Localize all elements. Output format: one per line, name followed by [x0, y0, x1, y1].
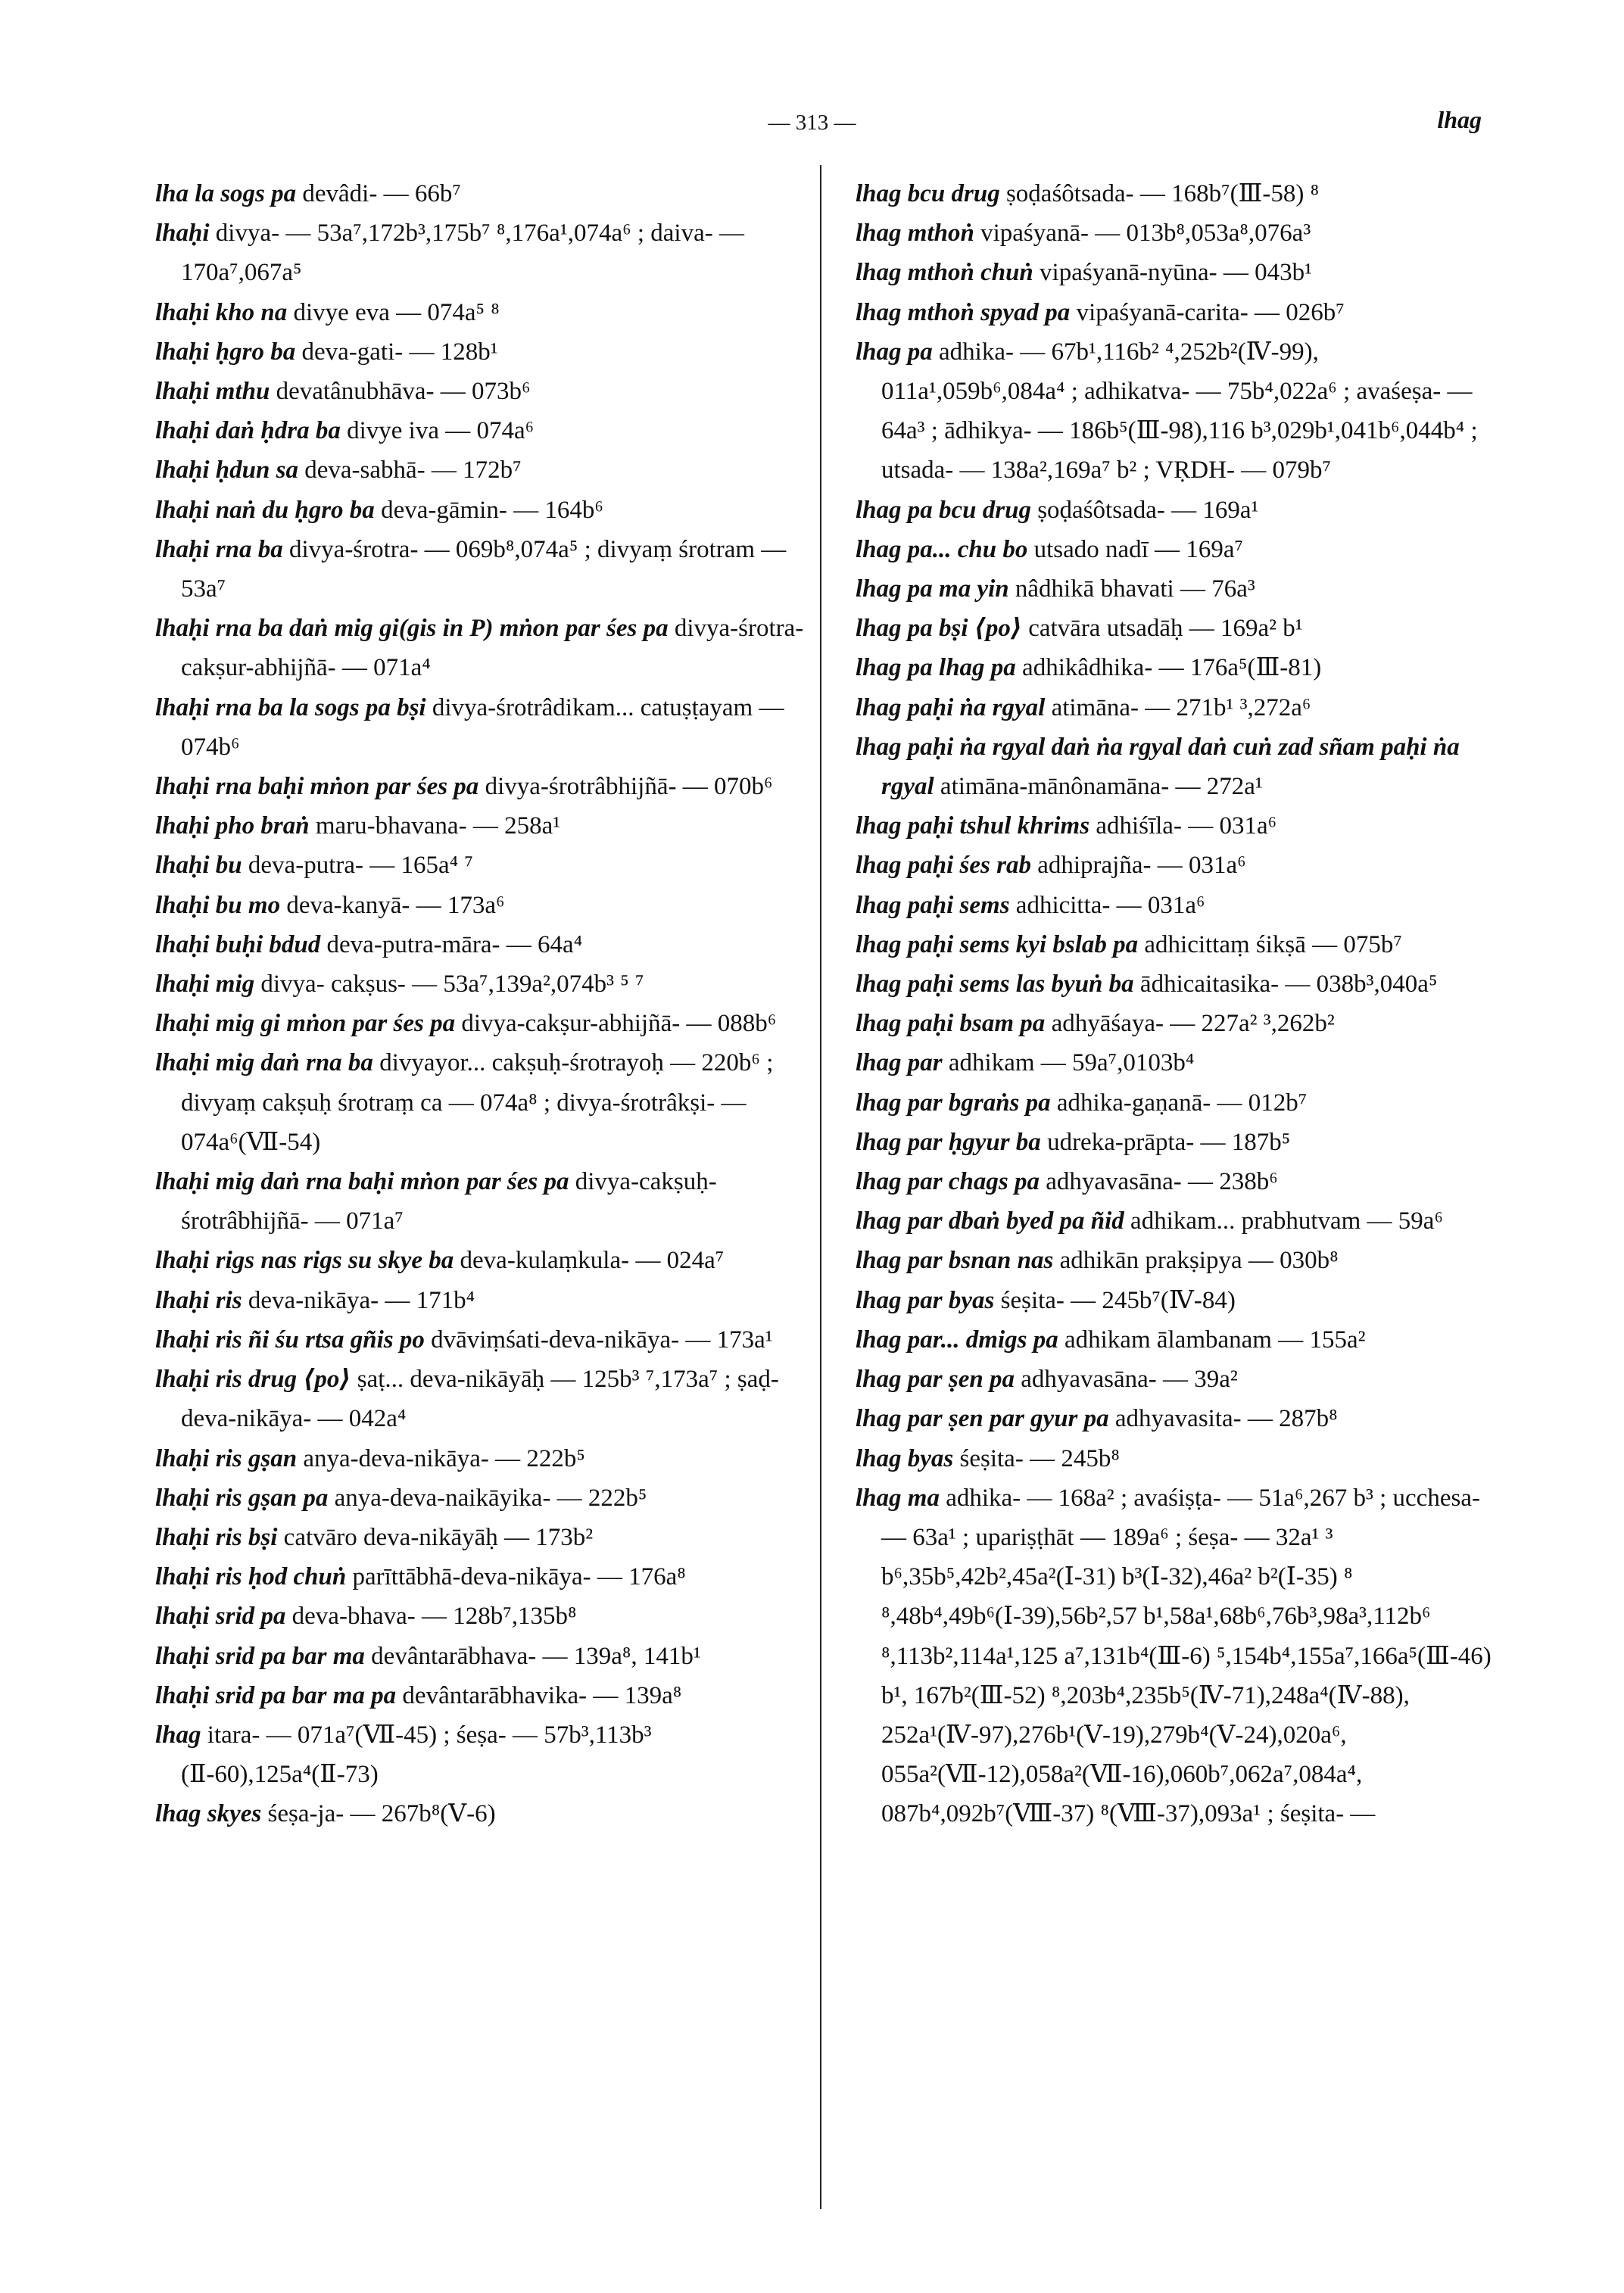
page-number: — 313 —: [768, 111, 856, 135]
entry-equivalents: deva-kulaṃkula- — 024a⁷: [460, 1247, 725, 1275]
entry-headword: lhag par ṣen pa: [856, 1366, 1015, 1394]
entry-headword: lhag paḥi śes rab: [856, 852, 1031, 880]
entry-equivalents: divya-śrotrâbhijñā- — 070b⁶: [485, 773, 773, 801]
dictionary-entry: [856, 1162, 1508, 1201]
entry-equivalents: śeṣita- — 245b⁸: [959, 1444, 1120, 1472]
entry-equivalents: dvāviṃśati-deva-nikāya- — 173a¹: [431, 1326, 773, 1354]
dictionary-entry: [155, 1557, 808, 1597]
dictionary-entry: [155, 332, 808, 372]
dictionary-entry: [856, 886, 1508, 925]
dictionary-entry: [155, 213, 808, 292]
entry-equivalents: adhikam ālambanam — 155a²: [1064, 1326, 1366, 1354]
dictionary-entry: [155, 846, 808, 885]
dictionary-entry: [856, 1043, 1508, 1083]
entry-equivalents: devântarābhavika- — 139a⁸: [402, 1681, 682, 1709]
dictionary-entry: [856, 806, 1508, 846]
entry-equivalents: śeṣa-ja- — 267b⁸(Ⅴ-6): [267, 1800, 496, 1828]
entry-headword: lhaḥi srid pa bar ma pa: [155, 1681, 397, 1709]
entry-headword: lhag paḥi tshul khrims: [856, 812, 1090, 840]
entry-headword: lhaḥi daṅ ḥdra ba: [155, 417, 341, 445]
entry-equivalents: divya-śrotrâdikam... catuṣṭayam — 074b⁶: [181, 693, 784, 761]
entry-headword: lhag paḥi sems: [856, 891, 1010, 919]
entry-equivalents: adhika- — 168a² ; avaśiṣṭa- — 51a⁶,267 b³ ; ucchesa- — 63a¹ ; upariṣṭhāt — 189a⁶ ; śeṣa- — 32a¹ ³ b⁶,35b⁵,42b²,45a²(Ⅰ-31) b³(Ⅰ-32),46a² b²(Ⅰ-35) ⁸ ⁸,48b⁴,49b⁶(Ⅰ-39),56b²,57 b¹,58a¹,68b⁶,76b³,98a³,112b⁶ ⁸,113b²,114a¹,125 a⁷,131b⁴(Ⅲ-6) ⁵,154b⁴,155a⁷,166a⁵(Ⅲ-46) b¹, 167b²(Ⅲ-52) ⁸,203b⁴,235b⁵(Ⅳ-71),248a⁴(Ⅳ-88), 252a¹(Ⅳ-97),276b¹(Ⅴ-19),279b⁴(Ⅴ-24),020a⁶, 055a²(Ⅶ-12),058a²(Ⅶ-16),060b⁷,062a⁷,084a⁴, 087b⁴,092b⁷(Ⅷ-37) ⁸(Ⅷ-37),093a¹ ; śeṣita- —: [881, 1484, 1492, 1828]
entry-headword: lhag paḥi ṅa rgyal daṅ ṅa rgyal daṅ cuṅ zad sñam paḥi ṅa rgyal: [856, 733, 1460, 801]
entry-headword: lha la sogs pa: [155, 180, 297, 207]
entry-equivalents: divya- — 53a⁷,172b³,175b⁷ ⁸,176a¹,074a⁶ ; daiva- — 170a⁷,067a⁵: [181, 220, 744, 287]
dictionary-entry: [155, 1439, 808, 1478]
dictionary-entry: [856, 1241, 1508, 1280]
entry-equivalents: divye eva — 074a⁵ ⁸: [293, 298, 500, 326]
entry-equivalents: divya-cakṣuḥ-śrotrâbhijñā- — 071a⁷: [181, 1168, 717, 1235]
entry-equivalents: adhicittaṃ śikṣā — 075b⁷: [1144, 930, 1402, 958]
dictionary-entry: [155, 609, 808, 687]
entry-equivalents: divyayor... cakṣuḥ-śrotrayoḥ — 220b⁶ ; divyaṃ cakṣuḥ śrotraṃ ca — 074a⁸ ; divya-śrotrâkṣi- — 074a⁶(Ⅶ-54): [181, 1049, 774, 1156]
entry-equivalents: anya-deva-nikāya- — 222b⁵: [303, 1444, 585, 1472]
dictionary-entry: [856, 332, 1508, 491]
entry-headword: lhag pa ma yin: [856, 575, 1009, 603]
dictionary-entry: [155, 1518, 808, 1557]
entry-equivalents: deva-gati- — 128b¹: [301, 338, 498, 366]
dictionary-entry: [856, 1201, 1508, 1241]
entry-headword: lhag par ṣen par gyur pa: [856, 1405, 1109, 1433]
entry-equivalents: adhika-gaṇanā- — 012b⁷: [1056, 1089, 1308, 1117]
dictionary-entry: [856, 530, 1508, 569]
entry-headword: lhag par byas: [856, 1286, 995, 1314]
dictionary-entry: [856, 569, 1508, 609]
entry-headword: lhag par ḥgyur ba: [856, 1128, 1041, 1156]
entry-headword: lhag mthoṅ: [856, 220, 974, 248]
entry-equivalents: divya-śrotra- — 069b⁸,074a⁵ ; divyaṃ śrotram — 53a⁷: [181, 535, 787, 603]
dictionary-entry: [856, 1320, 1508, 1360]
entry-headword: lhaḥi ris drug ⟨po⟩: [155, 1366, 351, 1394]
entry-equivalents: adhyāśaya- — 227a² ³,262b²: [1051, 1010, 1335, 1038]
entry-headword: lhaḥi rigs nas rigs su skye ba: [155, 1247, 454, 1275]
entry-headword: lhaḥi ris: [155, 1286, 242, 1314]
entry-headword: lhag pa lhag pa: [856, 654, 1016, 682]
entry-headword: lhag par... dmigs pa: [856, 1326, 1058, 1354]
entry-headword: lhaḥi buḥi bdud: [155, 930, 321, 958]
dictionary-entry: [155, 886, 808, 925]
entry-equivalents: vipaśyanā-nyūna- — 043b¹: [1040, 259, 1313, 287]
dictionary-entry: [155, 688, 808, 767]
entry-headword: lhaḥi bu: [155, 852, 242, 880]
entry-headword: lhaḥi rna ba: [155, 535, 283, 563]
entry-headword: lhag par dbaṅ byed pa ñid: [856, 1207, 1124, 1235]
entry-equivalents: divya-śrotra-cakṣur-abhijñā- — 071a⁴: [181, 615, 804, 682]
entry-headword: lhaḥi srid pa bar ma: [155, 1642, 365, 1670]
entry-headword: lhaḥi ris bṣi: [155, 1523, 278, 1551]
entry-equivalents: ādhicaitasika- — 038b³,040a⁵: [1139, 970, 1438, 999]
left-column: [155, 174, 808, 1834]
entry-headword: lhaḥi mig: [155, 970, 255, 999]
right-column: [856, 174, 1508, 1834]
dictionary-entry: [155, 1794, 808, 1833]
entry-headword: lhag par bsnan nas: [856, 1247, 1054, 1275]
entry-equivalents: deva-putra- — 165a⁴ ⁷: [248, 852, 473, 880]
dictionary-entry: [856, 1123, 1508, 1162]
dictionary-entry: [856, 1478, 1508, 1834]
entry-headword: lhaḥi naṅ du ḥgro ba: [155, 496, 375, 524]
entry-equivalents: divya- cakṣus- — 53a⁷,139a²,074b³ ⁵ ⁷: [260, 970, 644, 999]
entry-headword: lhaḥi bu mo: [155, 891, 281, 919]
dictionary-entry: [155, 174, 808, 213]
dictionary-entry: [856, 1399, 1508, 1438]
dictionary-entry: [155, 806, 808, 846]
entry-headword: lhaḥi mig daṅ rna baḥi mṅon par śes pa: [155, 1168, 569, 1196]
entry-headword: lhaḥi ḥdun sa: [155, 456, 298, 484]
dictionary-entry: [155, 1715, 808, 1794]
entry-equivalents: nâdhikā bhavati — 76a³: [1015, 575, 1255, 603]
entry-equivalents: atimāna-mānônamāna- — 272a¹: [940, 773, 1263, 801]
entry-equivalents: adhicitta- — 031a⁶: [1015, 891, 1205, 919]
entry-equivalents: deva-nikāya- — 171b⁴: [248, 1286, 475, 1314]
entry-headword: lhaḥi ris ḥod chuṅ: [155, 1563, 347, 1591]
entry-headword: lhaḥi mig gi mṅon par śes pa: [155, 1010, 456, 1038]
dictionary-entry: [856, 253, 1508, 292]
entry-equivalents: utsado nadī — 169a⁷: [1033, 535, 1243, 563]
entry-headword: lhaḥi ris gṣan: [155, 1444, 298, 1472]
entry-equivalents: adhikam — 59a⁷,0103b⁴: [948, 1049, 1195, 1077]
entry-equivalents: deva-bhava- — 128b⁷,135b⁸: [291, 1603, 577, 1631]
entry-equivalents: adhika- — 67b¹,116b² ⁴,252b²(Ⅳ-99), 011a¹,059b⁶,084a⁴ ; adhikatva- — 75b⁴,022a⁶ ; avaśeṣa- — 64a³ ; ādhikya- — 186b⁵(Ⅲ-98),116 b³,029b¹,041b⁶,044b⁴ ; utsada- — 138a²,169a⁷ b² ; VṚDH- — 079b⁷: [881, 338, 1478, 484]
entry-equivalents: atimāna- — 271b¹ ³,272a⁶: [1051, 693, 1311, 721]
entry-headword: lhaḥi srid pa: [155, 1603, 286, 1631]
entry-headword: lhag par: [856, 1049, 943, 1077]
dictionary-entry: [155, 1676, 808, 1715]
dictionary-entry: [856, 648, 1508, 687]
entry-equivalents: itara- — 071a⁷(Ⅶ-45) ; śeṣa- — 57b³,113b³ (Ⅱ-60),125a⁴(Ⅱ-73): [181, 1721, 652, 1789]
entry-headword: lhaḥi rna ba daṅ mig gi(gis in P) mṅon par śes pa: [155, 615, 669, 643]
entry-headword: lhaḥi kho na: [155, 298, 288, 326]
entry-equivalents: adhyavasāna- — 238b⁶: [1046, 1168, 1278, 1196]
dictionary-entry: [155, 1478, 808, 1518]
dictionary-entry: [856, 964, 1508, 1004]
entry-headword: lhag pa bcu drug: [856, 496, 1031, 524]
entry-headword: lhag paḥi ṅa rgyal: [856, 693, 1046, 721]
entry-headword: lhag mthoṅ chuṅ: [856, 259, 1033, 287]
dictionary-entry: [856, 174, 1508, 213]
dictionary-entry: [155, 1281, 808, 1320]
entry-headword: lhaḥi mthu: [155, 378, 270, 406]
dictionary-entry: [155, 1162, 808, 1241]
entry-equivalents: divya-cakṣur-abhijñā- — 088b⁶: [461, 1010, 777, 1038]
entry-headword: lhag mthoṅ spyad pa: [856, 298, 1071, 326]
entry-equivalents: devâdi- — 66b⁷: [302, 180, 461, 207]
entry-equivalents: deva-putra-māra- — 64a⁴: [326, 930, 583, 958]
entry-headword: lhag: [155, 1721, 201, 1749]
dictionary-entry: [856, 1281, 1508, 1320]
entry-headword: lhag pa bṣi ⟨po⟩: [856, 615, 1022, 643]
entry-headword: lhaḥi rna ba la sogs pa bṣi: [155, 693, 426, 721]
entry-headword: lhaḥi rna baḥi mṅon par śes pa: [155, 773, 479, 801]
entry-headword: lhag paḥi bsam pa: [856, 1010, 1046, 1038]
entry-equivalents: catvāro deva-nikāyāḥ — 173b²: [283, 1523, 594, 1551]
column-divider: [820, 165, 821, 2209]
dictionary-entry: [856, 1004, 1508, 1043]
dictionary-entry: [155, 1597, 808, 1636]
dictionary-entry: [155, 964, 808, 1004]
dictionary-entry: [155, 1004, 808, 1043]
entry-equivalents: catvāra utsadāḥ — 169a² b¹: [1028, 615, 1303, 643]
dictionary-entry: [155, 767, 808, 806]
entry-equivalents: udreka-prāpta- — 187b⁵: [1047, 1128, 1291, 1156]
dictionary-entry: [856, 846, 1508, 885]
entry-equivalents: ṣaṭ... deva-nikāyāḥ — 125b³ ⁷,173a⁷ ; ṣaḍ-deva-nikāya- — 042a⁴: [181, 1366, 779, 1433]
entry-headword: lhag par bgraṅs pa: [856, 1089, 1051, 1117]
dictionary-entry: [155, 293, 808, 332]
entry-equivalents: parīttābhā-deva-nikāya- — 176a⁸: [352, 1563, 686, 1591]
entry-equivalents: deva-sabhā- — 172b⁷: [304, 456, 522, 484]
dictionary-entry: [856, 1360, 1508, 1399]
entry-equivalents: deva-kanyā- — 173a⁶: [286, 891, 505, 919]
dictionary-entry: [856, 609, 1508, 648]
entry-headword: lhag pa... chu bo: [856, 535, 1028, 563]
entry-equivalents: deva-gāmin- — 164b⁶: [381, 496, 603, 524]
dictionary-entry: [856, 213, 1508, 253]
dictionary-entry: [856, 293, 1508, 332]
dictionary-entry: [155, 1320, 808, 1360]
dictionary-entry: [155, 1360, 808, 1438]
dictionary-entry: [155, 411, 808, 450]
dictionary-entry: [856, 727, 1508, 806]
entry-equivalents: devatânubhāva- — 073b⁶: [276, 378, 531, 406]
dictionary-entry: [155, 925, 808, 964]
entry-headword: lhaḥi pho braṅ: [155, 812, 310, 840]
dictionary-entry: [155, 1637, 808, 1676]
entry-headword: lhaḥi: [155, 220, 210, 248]
entry-headword: lhag paḥi sems las byuṅ ba: [856, 970, 1134, 999]
entry-equivalents: śeṣita- — 245b⁷(Ⅳ-84): [1000, 1286, 1236, 1314]
entry-equivalents: vipaśyanā- — 013b⁸,053a⁸,076a³: [980, 220, 1311, 248]
dictionary-entry: [155, 450, 808, 490]
dictionary-entry: [155, 491, 808, 530]
entry-equivalents: ṣoḍaśôtsada- — 168b⁷(Ⅲ-58) ⁸: [1005, 180, 1320, 207]
dictionary-entry: [155, 372, 808, 411]
entry-headword: lhag par chags pa: [856, 1168, 1040, 1196]
dictionary-entry: [155, 1241, 808, 1280]
entry-headword: lhaḥi ris ñi śu rtsa gñis po: [155, 1326, 425, 1354]
entry-equivalents: maru-bhavana- — 258a¹: [315, 812, 561, 840]
entry-equivalents: adhiśīla- — 031a⁶: [1096, 812, 1277, 840]
entry-equivalents: adhikâdhika- — 176a⁵(Ⅲ-81): [1022, 654, 1322, 682]
entry-equivalents: ṣoḍaśôtsada- — 169a¹: [1037, 496, 1259, 524]
entry-equivalents: adhikān prakṣipya — 030b⁸: [1059, 1247, 1339, 1275]
entry-headword: lhag ma: [856, 1484, 940, 1512]
entry-headword: lhag skyes: [155, 1800, 262, 1828]
dictionary-entry: [856, 1439, 1508, 1478]
dictionary-entry: [155, 530, 808, 609]
entry-equivalents: adhyavasita- — 287b⁸: [1114, 1405, 1338, 1433]
entry-headword: lhag paḥi sems kyi bslab pa: [856, 930, 1139, 958]
entry-equivalents: adhikam... prabhutvam — 59a⁶: [1130, 1207, 1443, 1235]
entry-equivalents: vipaśyanā-carita- — 026b⁷: [1076, 298, 1345, 326]
dictionary-entry: [856, 688, 1508, 727]
entry-equivalents: anya-deva-naikāyika- — 222b⁵: [334, 1484, 647, 1512]
entry-headword: lhaḥi ris gṣan pa: [155, 1484, 329, 1512]
dictionary-entry: [155, 1043, 808, 1162]
entry-headword: lhaḥi mig daṅ rna ba: [155, 1049, 373, 1077]
entry-equivalents: adhyavasāna- — 39a²: [1021, 1366, 1238, 1394]
entry-headword: lhag byas: [856, 1444, 954, 1472]
entry-equivalents: adhiprajña- — 031a⁶: [1037, 852, 1246, 880]
dictionary-entry: [856, 925, 1508, 964]
entry-headword: lhag bcu drug: [856, 180, 1000, 207]
entry-equivalents: devântarābhava- — 139a⁸, 141b¹: [371, 1642, 701, 1670]
entry-equivalents: divye iva — 074a⁶: [347, 417, 535, 445]
entry-headword: lhaḥi ḥgro ba: [155, 338, 296, 366]
dictionary-entry: [856, 491, 1508, 530]
dictionary-entry: [856, 1083, 1508, 1123]
running-head: lhag: [1437, 106, 1482, 133]
entry-headword: lhag pa: [856, 338, 933, 366]
